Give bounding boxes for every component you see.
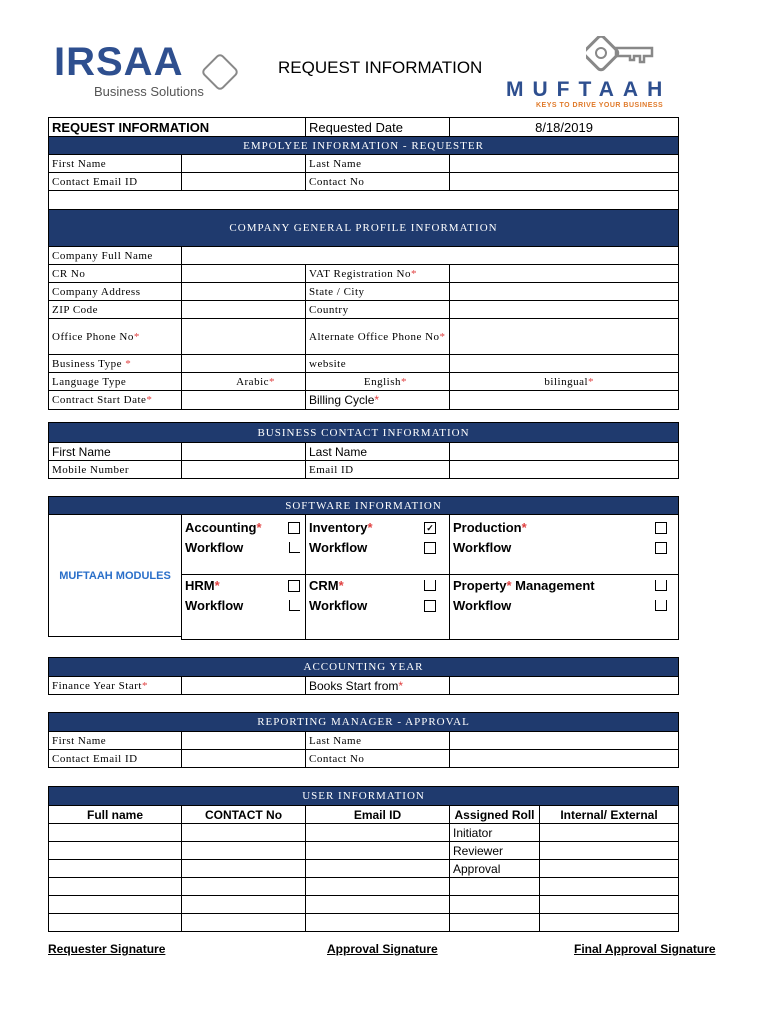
alt-phone-text: Alternate Office Phone No xyxy=(309,330,440,343)
accounting-workflow-checkbox[interactable] xyxy=(289,542,300,553)
software-header: SOFTWARE INFORMATION xyxy=(49,497,679,515)
office-phone-text: Office Phone No xyxy=(52,330,134,343)
inventory-checkbox[interactable]: ✓ xyxy=(424,522,436,534)
employee-email-label: Contact Email ID xyxy=(49,173,182,191)
table-row xyxy=(49,896,679,914)
inventory-workflow-label: Workflow xyxy=(309,540,368,555)
bc-first-name-label: First Name xyxy=(49,443,182,461)
rm-contact-field[interactable] xyxy=(450,750,679,768)
requested-date-value[interactable]: 8/18/2019 xyxy=(450,118,679,137)
billing-cycle-text: Billing Cycle xyxy=(309,393,375,407)
user-cell[interactable] xyxy=(306,896,450,914)
irsaa-logo xyxy=(54,40,204,99)
language-type-label: Language Type xyxy=(49,373,182,391)
zip-code-label: ZIP Code xyxy=(49,301,182,319)
requester-signature[interactable]: Requester Signature xyxy=(48,942,166,956)
user-cell[interactable] xyxy=(182,860,306,878)
required-star: * xyxy=(367,520,373,535)
user-cell[interactable] xyxy=(540,860,679,878)
bc-last-name-field[interactable] xyxy=(450,443,679,461)
rm-email-label: Contact Email ID xyxy=(49,750,182,768)
company-address-label: Company Address xyxy=(49,283,182,301)
rm-last-name-label: Last Name xyxy=(306,732,450,750)
books-start-label xyxy=(306,677,450,695)
vat-no-field[interactable] xyxy=(450,265,679,283)
accounting-year-header: ACCOUNTING YEAR xyxy=(49,658,679,677)
crm-label: CRM xyxy=(309,578,339,593)
irsaa-diamond-icon xyxy=(200,52,240,92)
alt-phone-label xyxy=(306,319,450,355)
required-star: * xyxy=(133,330,140,343)
reporting-manager-header: REPORTING MANAGER - APPROVAL xyxy=(49,713,679,732)
user-col-role: Assigned Roll xyxy=(450,806,540,824)
management-label: Management xyxy=(515,578,595,593)
user-col-internal-external: Internal/ External xyxy=(540,806,679,824)
user-cell[interactable] xyxy=(540,896,679,914)
user-col-email: Email ID xyxy=(306,806,450,824)
user-cell[interactable] xyxy=(49,896,182,914)
table-row xyxy=(49,824,679,842)
finance-year-start-text: Finance Year Start xyxy=(52,679,142,692)
accounting-year-table xyxy=(48,657,679,695)
crm-workflow-checkbox[interactable] xyxy=(424,600,436,612)
final-approval-signature[interactable]: Final Approval Signature xyxy=(574,942,716,956)
hrm-workflow-checkbox[interactable] xyxy=(289,600,300,611)
hrm-workflow-label: Workflow xyxy=(185,598,244,613)
user-cell[interactable] xyxy=(182,878,306,896)
user-info-header: USER INFORMATION xyxy=(49,787,679,806)
table-row xyxy=(49,914,679,932)
alt-phone-field[interactable] xyxy=(450,319,679,355)
user-cell[interactable] xyxy=(540,824,679,842)
billing-cycle-field[interactable] xyxy=(450,391,679,410)
employee-email-field[interactable] xyxy=(182,173,306,191)
employee-contact-field[interactable] xyxy=(450,173,679,191)
user-cell[interactable] xyxy=(182,842,306,860)
role-initiator: Initiator xyxy=(450,824,540,842)
business-contact-table xyxy=(48,422,679,479)
employee-first-name-field[interactable] xyxy=(182,155,306,173)
business-type-text: Business Type xyxy=(52,357,123,370)
user-col-contact: CONTACT No xyxy=(182,806,306,824)
request-company-table xyxy=(48,117,679,410)
muftaah-tagline: KEYS TO DRIVE YOUR BUSINESS xyxy=(536,102,664,109)
contract-start-field[interactable] xyxy=(182,391,306,410)
module-property[interactable] xyxy=(450,575,679,640)
request-info-label: REQUEST INFORMATION xyxy=(49,118,306,137)
company-address-field[interactable] xyxy=(182,283,306,301)
required-star: * xyxy=(256,520,262,535)
language-english[interactable] xyxy=(306,373,450,391)
rm-contact-label: Contact No xyxy=(306,750,450,768)
role-reviewer: Reviewer xyxy=(450,842,540,860)
user-cell[interactable] xyxy=(49,824,182,842)
user-info-table xyxy=(48,786,679,932)
property-workflow-checkbox[interactable] xyxy=(655,600,667,611)
production-workflow-label: Workflow xyxy=(453,540,512,555)
country-label: Country xyxy=(306,301,450,319)
rm-first-name-field[interactable] xyxy=(182,732,306,750)
user-cell[interactable] xyxy=(450,914,540,932)
accounting-label: Accounting xyxy=(185,520,257,535)
required-star: * xyxy=(125,357,132,370)
user-cell[interactable] xyxy=(182,896,306,914)
irsaa-logo-text: IRSAA xyxy=(54,40,184,84)
required-star: * xyxy=(146,394,153,406)
user-cell[interactable] xyxy=(540,914,679,932)
country-field[interactable] xyxy=(450,301,679,319)
blank-row xyxy=(49,191,679,210)
user-cell[interactable] xyxy=(306,824,450,842)
employee-first-name-label: First Name xyxy=(49,155,182,173)
required-star: * xyxy=(521,520,527,535)
production-label: Production xyxy=(453,520,522,535)
user-cell[interactable] xyxy=(450,878,540,896)
accounting-workflow-label: Workflow xyxy=(185,540,244,555)
arabic-text: Arabic xyxy=(236,375,270,388)
required-star: * xyxy=(411,267,418,280)
bc-email-field[interactable] xyxy=(450,461,679,479)
module-crm[interactable] xyxy=(306,575,450,640)
user-cell[interactable] xyxy=(450,896,540,914)
business-type-field[interactable] xyxy=(182,355,306,373)
module-row-2-table xyxy=(181,574,679,640)
user-cell[interactable] xyxy=(49,842,182,860)
property-checkbox[interactable] xyxy=(655,580,667,591)
company-full-name-field[interactable] xyxy=(182,247,679,265)
hrm-checkbox[interactable] xyxy=(288,580,300,592)
bilingual-text: bilingual xyxy=(544,375,589,388)
required-star: * xyxy=(439,330,446,343)
role-approval: Approval xyxy=(450,860,540,878)
bc-last-name-label: Last Name xyxy=(306,443,450,461)
module-hrm[interactable] xyxy=(182,575,306,640)
approval-signature[interactable]: Approval Signature xyxy=(327,942,438,956)
website-field[interactable] xyxy=(450,355,679,373)
user-cell[interactable] xyxy=(49,914,182,932)
user-cell[interactable] xyxy=(49,878,182,896)
office-phone-field[interactable] xyxy=(182,319,306,355)
rm-first-name-label: First Name xyxy=(49,732,182,750)
language-bilingual[interactable] xyxy=(450,373,679,391)
property-label: Property xyxy=(453,578,507,593)
property-workflow-label: Workflow xyxy=(453,598,512,613)
language-arabic[interactable] xyxy=(182,373,306,391)
muftaah-modules-label: MUFTAAH MODULES xyxy=(49,515,182,637)
contract-start-label xyxy=(49,391,182,410)
user-cell[interactable] xyxy=(182,824,306,842)
crm-checkbox[interactable] xyxy=(424,580,436,591)
english-text: English xyxy=(363,375,402,388)
user-cell[interactable] xyxy=(306,842,450,860)
required-star: * xyxy=(269,375,276,388)
user-cell[interactable] xyxy=(540,842,679,860)
books-start-text: Books Start from xyxy=(309,678,399,693)
muftaah-logo xyxy=(506,36,706,116)
required-star: * xyxy=(374,393,380,407)
vat-no-text: VAT Registration No xyxy=(309,267,412,280)
required-star: * xyxy=(401,375,408,388)
required-star: * xyxy=(338,578,344,593)
required-star: * xyxy=(506,578,512,593)
inventory-workflow-checkbox[interactable] xyxy=(424,542,436,554)
billing-cycle-label xyxy=(306,391,450,410)
table-row xyxy=(49,860,679,878)
page-title: REQUEST INFORMATION xyxy=(278,58,483,77)
required-star: * xyxy=(141,679,148,692)
company-full-name-label: Company Full Name xyxy=(49,247,182,265)
finance-year-start-field[interactable] xyxy=(182,677,306,695)
required-star: * xyxy=(588,375,595,388)
reporting-manager-table xyxy=(48,712,679,768)
user-cell[interactable] xyxy=(306,860,450,878)
company-section-header: COMPANY GENERAL PROFILE INFORMATION xyxy=(49,210,679,247)
table-row xyxy=(49,842,679,860)
user-col-full-name: Full name xyxy=(49,806,182,824)
inventory-label: Inventory xyxy=(309,520,368,535)
vat-no-label xyxy=(306,265,450,283)
production-workflow-checkbox[interactable] xyxy=(655,542,667,554)
user-cell[interactable] xyxy=(182,914,306,932)
bc-email-label: Email ID xyxy=(306,461,450,479)
bc-mobile-label: Mobile Number xyxy=(49,461,182,479)
employee-section-header: EMPOLYEE INFORMATION - REQUESTER xyxy=(49,137,679,155)
zip-code-field[interactable] xyxy=(182,301,306,319)
key-icon xyxy=(586,36,656,72)
requested-date-label: Requested Date xyxy=(306,118,450,137)
contract-start-text: Contract Start Date xyxy=(52,394,147,406)
business-contact-header: BUSINESS CONTACT INFORMATION xyxy=(49,423,679,443)
bc-mobile-field[interactable] xyxy=(182,461,306,479)
employee-contact-label: Contact No xyxy=(306,173,450,191)
cr-no-label: CR No xyxy=(49,265,182,283)
rm-last-name-field[interactable] xyxy=(450,732,679,750)
user-cell[interactable] xyxy=(306,878,450,896)
employee-last-name-label: Last Name xyxy=(306,155,450,173)
books-start-field[interactable] xyxy=(450,677,679,695)
required-star: * xyxy=(214,578,220,593)
state-city-field[interactable] xyxy=(450,283,679,301)
employee-last-name-field[interactable] xyxy=(450,155,679,173)
crm-workflow-label: Workflow xyxy=(309,598,368,613)
accounting-checkbox[interactable] xyxy=(288,522,300,534)
module-row-2 xyxy=(181,574,678,640)
bc-first-name-field[interactable] xyxy=(182,443,306,461)
website-label: website xyxy=(306,355,450,373)
user-cell[interactable] xyxy=(540,878,679,896)
business-type-label xyxy=(49,355,182,373)
rm-email-field[interactable] xyxy=(182,750,306,768)
finance-year-start-label xyxy=(49,677,182,695)
required-star: * xyxy=(398,678,404,693)
irsaa-logo-subtitle: Business Solutions xyxy=(94,84,204,99)
production-checkbox[interactable] xyxy=(655,522,667,534)
table-row xyxy=(49,878,679,896)
cr-no-field[interactable] xyxy=(182,265,306,283)
state-city-label: State / City xyxy=(306,283,450,301)
user-cell[interactable] xyxy=(49,860,182,878)
user-cell[interactable] xyxy=(306,914,450,932)
office-phone-label xyxy=(49,319,182,355)
hrm-label: HRM xyxy=(185,578,215,593)
muftaah-logo-text: MUFTAAH xyxy=(506,78,672,101)
